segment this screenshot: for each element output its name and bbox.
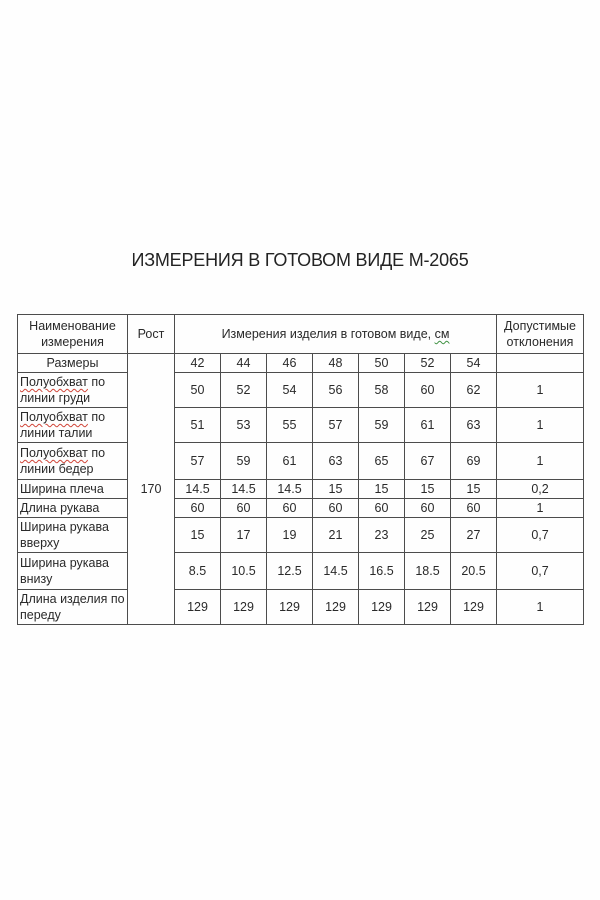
value-cell: 60 [405,499,451,518]
value-cell: 25 [405,518,451,553]
value-cell: 27 [451,518,497,553]
value-cell: 54 [267,373,313,408]
value-cell: 129 [405,590,451,625]
value-cell: 15 [451,480,497,499]
value-cell: 51 [175,408,221,443]
value-cell: 60 [175,499,221,518]
table-row [18,553,584,590]
row-label-misspelled: Полуобхват [20,446,88,460]
header-deviations-col: Допустимые отклонения [497,315,584,354]
value-cell: 56 [313,373,359,408]
table-row [18,373,584,408]
value-cell: 14.5 [221,480,267,499]
value-cell: 59 [221,443,267,480]
value-cell: 55 [267,408,313,443]
value-cell: 15 [405,480,451,499]
table-row [18,408,584,443]
value-cell: 59 [359,408,405,443]
value-cell: 60 [221,499,267,518]
value-cell: 14.5 [313,553,359,590]
table-row [18,499,584,518]
size-cell: 52 [405,354,451,373]
value-cell: 21 [313,518,359,553]
value-cell: 58 [359,373,405,408]
value-cell: 18.5 [405,553,451,590]
row-label [18,499,128,518]
row-label [18,443,128,480]
header-measurements-unit: см [434,327,450,341]
row-label-rest: Ширина рукава вверху [20,520,109,550]
value-cell: 17 [221,518,267,553]
value-cell: 62 [451,373,497,408]
table-row [18,443,584,480]
value-cell: 52 [221,373,267,408]
row-label-misspelled: Полуобхват [20,410,88,424]
value-cell: 20.5 [451,553,497,590]
sizes-row [18,354,584,373]
deviation-cell: 0,2 [497,480,584,499]
value-cell: 60 [313,499,359,518]
value-cell: 14.5 [267,480,313,499]
value-cell: 129 [313,590,359,625]
value-cell: 23 [359,518,405,553]
size-cell: 50 [359,354,405,373]
value-cell: 60 [359,499,405,518]
table-row [18,480,584,499]
row-label [18,480,128,499]
sizes-row-label: Размеры [18,354,128,373]
deviation-cell: 1 [497,408,584,443]
value-cell: 63 [451,408,497,443]
value-cell: 12.5 [267,553,313,590]
value-cell: 15 [313,480,359,499]
value-cell: 53 [221,408,267,443]
row-label-misspelled: Полуобхват [20,375,88,389]
size-cell: 46 [267,354,313,373]
value-cell: 19 [267,518,313,553]
value-cell: 15 [175,518,221,553]
measurements-table [17,314,584,625]
header-measurements-col [175,315,497,354]
value-cell: 69 [451,443,497,480]
deviation-cell: 1 [497,499,584,518]
value-cell: 57 [313,408,359,443]
value-cell: 14.5 [175,480,221,499]
row-label-rest: по линии груди [20,375,106,405]
row-label [18,553,128,590]
value-cell: 57 [175,443,221,480]
height-value-cell: 170 [128,354,175,625]
empty-cell [497,354,584,373]
value-cell: 16.5 [359,553,405,590]
value-cell: 129 [359,590,405,625]
value-cell: 63 [313,443,359,480]
size-cell: 48 [313,354,359,373]
value-cell: 10.5 [221,553,267,590]
row-label-rest: Ширина рукава внизу [20,556,109,586]
header-row [18,315,584,354]
value-cell: 50 [175,373,221,408]
header-height-col: Рост [128,315,175,354]
deviation-cell: 0,7 [497,553,584,590]
table-row [18,590,584,625]
size-cell: 44 [221,354,267,373]
value-cell: 129 [221,590,267,625]
header-measurements-label: Измерения изделия в готовом виде, [221,327,435,341]
value-cell: 129 [451,590,497,625]
header-name-col: Наименование измерения [18,315,128,354]
row-label [18,518,128,553]
deviation-cell: 1 [497,590,584,625]
value-cell: 67 [405,443,451,480]
row-label-rest: по линии талии [20,410,106,440]
row-label-rest: по линии бедер [20,446,106,476]
deviation-cell: 0,7 [497,518,584,553]
value-cell: 61 [405,408,451,443]
row-label-rest: Длина рукава [20,501,100,515]
page-title: ИЗМЕРЕНИЯ В ГОТОВОМ ВИДЕ М-2065 [131,250,469,270]
table-row [18,518,584,553]
deviation-cell: 1 [497,443,584,480]
deviation-cell: 1 [497,373,584,408]
value-cell: 15 [359,480,405,499]
value-cell: 60 [451,499,497,518]
value-cell: 60 [267,499,313,518]
value-cell: 129 [175,590,221,625]
value-cell: 8.5 [175,553,221,590]
row-label-rest: Длина изделия по переду [20,592,125,622]
value-cell: 129 [267,590,313,625]
size-cell: 54 [451,354,497,373]
size-cell: 42 [175,354,221,373]
value-cell: 61 [267,443,313,480]
row-label-rest: Ширина плеча [20,482,104,496]
value-cell: 60 [405,373,451,408]
row-label [18,408,128,443]
value-cell: 65 [359,443,405,480]
row-label [18,590,128,625]
row-label [18,373,128,408]
